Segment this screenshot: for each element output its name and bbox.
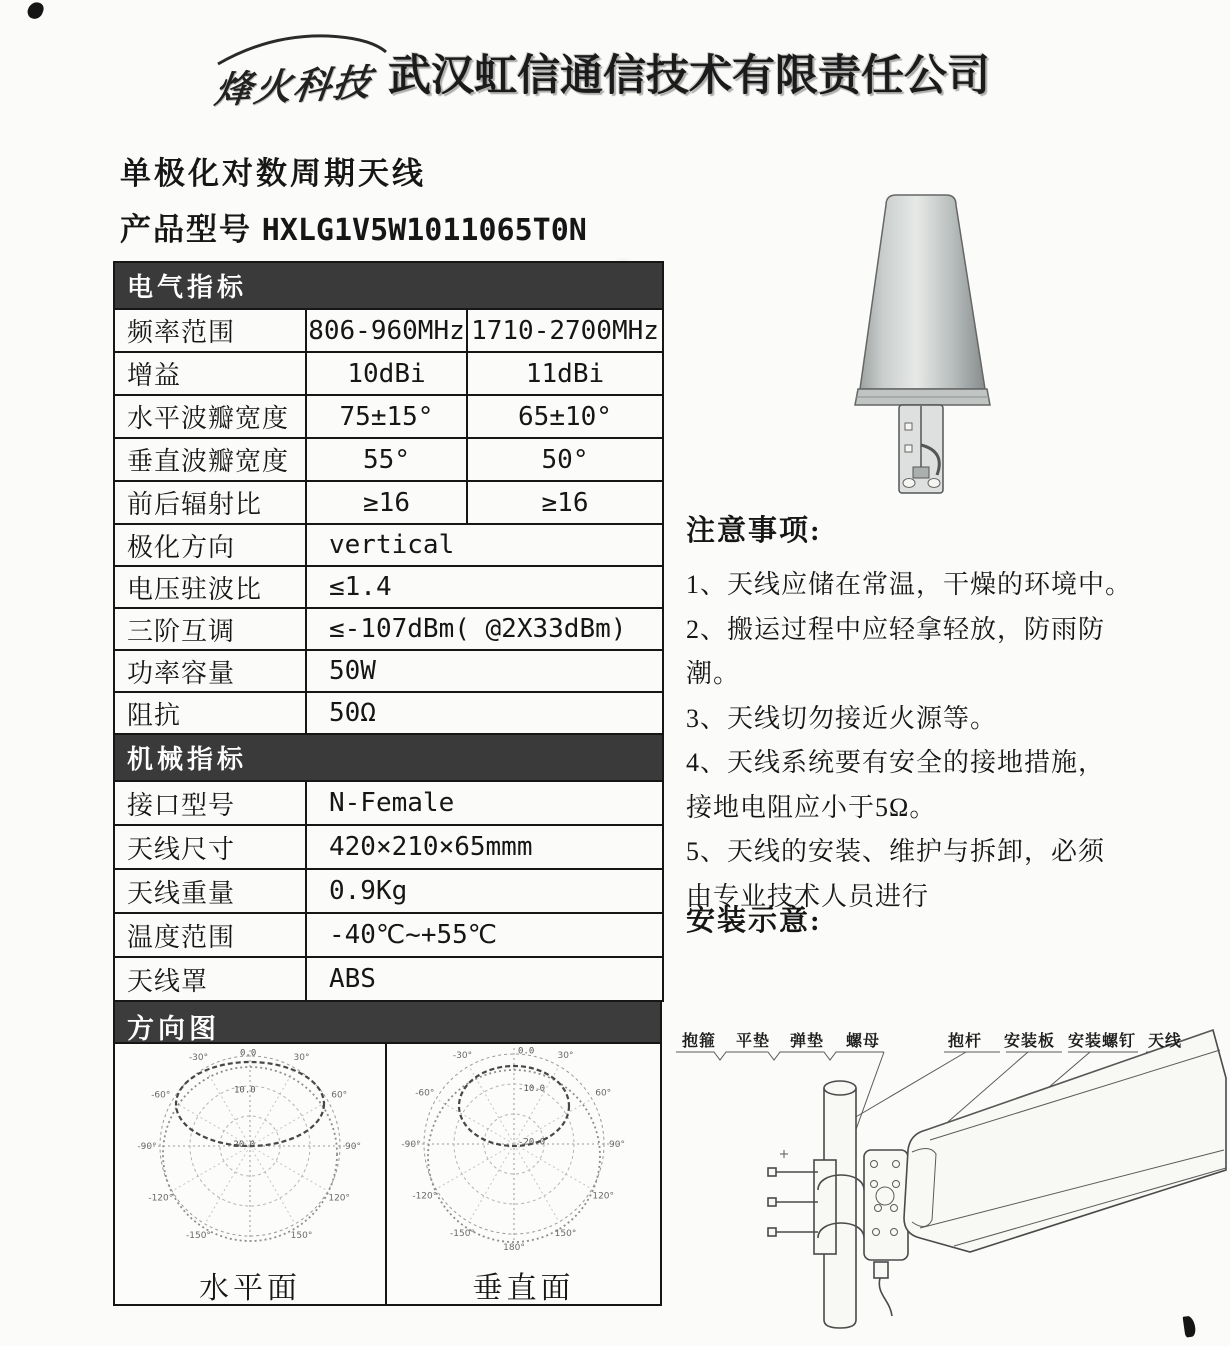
- spec-tables-column: [113, 261, 662, 1306]
- install-section-heading: 安装示意:: [686, 905, 822, 937]
- spec-label: 温度范围: [114, 913, 306, 957]
- spec-label: 频率范围: [114, 309, 306, 352]
- svg-text:90°: 90°: [345, 1142, 361, 1152]
- spec-label: 接口型号: [114, 781, 306, 825]
- plot-caption-vertical: 垂直面: [472, 1272, 575, 1305]
- note-line: 4、天线系统要有安全的接地措施，: [686, 748, 1106, 777]
- svg-text:0.0: 0.0: [240, 1048, 257, 1059]
- spec-value: 65±10°: [467, 395, 663, 438]
- company-name: 武汉虹信通信技术有限责任公司: [388, 52, 990, 100]
- table-row: [114, 650, 663, 692]
- pattern-trace-secondary: [428, 1070, 600, 1242]
- spec-label: 天线重量: [114, 869, 306, 913]
- svg-text:-150°: -150°: [450, 1229, 475, 1240]
- install-label-clamp: 抱箍: [682, 1033, 717, 1050]
- spec-value: N-Female: [306, 781, 663, 825]
- svg-text:-60°: -60°: [151, 1090, 171, 1101]
- spec-value: 50Ω: [306, 692, 663, 734]
- table-row: [114, 309, 663, 352]
- note-line: 2、搬运过程中应轻拿轻放，防雨防: [686, 614, 1106, 644]
- svg-text:-30°: -30°: [452, 1050, 473, 1061]
- spec-value: ≥16: [306, 481, 467, 524]
- svg-text:180°: 180°: [503, 1243, 525, 1253]
- spec-value: ≤1.4: [306, 566, 663, 608]
- notes-section: [686, 508, 1226, 919]
- scan-artifact-top-left: [26, 0, 46, 21]
- spec-value: 420×210×65mmm: [306, 825, 663, 869]
- spec-value: 0.9Kg: [306, 869, 663, 913]
- clamp-bracket: [814, 1160, 836, 1254]
- horizontal-pattern-plot: [113, 1044, 387, 1306]
- svg-text:-60°: -60°: [415, 1088, 435, 1099]
- connector: [913, 467, 929, 478]
- spec-value: ABS: [306, 957, 663, 1001]
- spec-value: 806-960MHz: [306, 309, 467, 352]
- pattern-section-header: 方向图: [113, 1002, 662, 1044]
- svg-text:-30°: -30°: [188, 1052, 209, 1063]
- svg-text:-90°: -90°: [137, 1142, 157, 1152]
- svg-text:-20.0: -20.0: [228, 1140, 256, 1151]
- table-row: [114, 566, 663, 608]
- svg-text:0.0: 0.0: [518, 1046, 535, 1057]
- table-row: [114, 352, 663, 395]
- product-model-line: [120, 204, 587, 249]
- table-row: [114, 957, 663, 1001]
- install-label-flat-washer: 平垫: [736, 1033, 771, 1050]
- install-label-pole: 抱杆: [948, 1033, 983, 1050]
- table-row: [114, 608, 663, 650]
- svg-text:150°: 150°: [554, 1229, 577, 1240]
- spec-label: 功率容量: [114, 650, 306, 692]
- spec-label: 天线尺寸: [114, 825, 306, 869]
- spec-label: 极化方向: [114, 524, 306, 566]
- spec-value: -40℃~+55℃: [306, 913, 663, 957]
- install-label-mount-plate: 安装板: [1004, 1033, 1056, 1050]
- install-label-antenna: 天线: [1148, 1033, 1183, 1050]
- radiation-pattern-plots: [113, 1044, 662, 1306]
- model-label: 产品型号: [120, 212, 252, 247]
- spec-label: 前后辐射比: [114, 481, 306, 524]
- spec-label: 垂直波瓣宽度: [114, 438, 306, 481]
- svg-text:-120°: -120°: [148, 1193, 174, 1204]
- svg-text:120°: 120°: [592, 1191, 615, 1202]
- electrical-section-header: 电气指标: [114, 262, 663, 309]
- spec-label: 三阶互调: [114, 608, 306, 650]
- mechanical-section-header: 机械指标: [114, 734, 663, 781]
- table-row: [114, 913, 663, 957]
- note-line: 潮。: [686, 659, 741, 688]
- plot-caption-horizontal: 水平面: [199, 1272, 301, 1305]
- svg-text:-10.0: -10.0: [518, 1084, 546, 1095]
- spec-value: 50°: [467, 438, 663, 481]
- svg-text:-120°: -120°: [412, 1191, 438, 1202]
- svg-text:120°: 120°: [328, 1193, 351, 1204]
- logo-text: 烽火科技: [212, 59, 375, 113]
- installation-drawing: [668, 1022, 1230, 1346]
- svg-text:30°: 30°: [557, 1050, 574, 1061]
- install-label-spring-washer: 弹垫: [790, 1033, 825, 1050]
- spec-label: 天线罩: [114, 957, 306, 1001]
- polar-chart: [387, 1044, 658, 1258]
- spec-value: 1710-2700MHz: [467, 309, 663, 352]
- spec-value: 10dBi: [306, 352, 467, 395]
- vertical-pattern-plot: [387, 1044, 662, 1306]
- notes-heading: 注意事项:: [686, 515, 822, 547]
- company-logo: [210, 30, 395, 115]
- table-row: [114, 781, 663, 825]
- spec-value: ≤-107dBm( @2X33dBm): [306, 608, 663, 650]
- svg-text:90°: 90°: [609, 1140, 625, 1150]
- antenna-product-drawing: [853, 183, 1003, 508]
- svg-text:-20.0: -20.0: [518, 1137, 546, 1148]
- electrical-header-row: [114, 262, 663, 309]
- table-row: [114, 869, 663, 913]
- note-line: 1、天线应储在常温，干燥的环境中。: [686, 570, 1133, 599]
- spec-value: ≥16: [467, 481, 663, 524]
- spec-label: 阻抗: [114, 692, 306, 734]
- table-row: [114, 481, 663, 524]
- spec-label: 水平波瓣宽度: [114, 395, 306, 438]
- svg-text:150°: 150°: [290, 1231, 313, 1242]
- spec-label: 增益: [114, 352, 306, 395]
- spec-value: vertical: [306, 524, 663, 566]
- spec-value: 50W: [306, 650, 663, 692]
- radome-cone: [860, 195, 985, 389]
- pattern-trace-main-lobe: [176, 1062, 324, 1146]
- spec-label: 电压驻波比: [114, 566, 306, 608]
- note-line: 接地电阻应小于5Ω。: [686, 792, 937, 822]
- table-row: [114, 825, 663, 869]
- table-row: [114, 524, 663, 566]
- note-line: 5、天线的安装、维护与拆卸，必须: [686, 837, 1106, 866]
- svg-text:10.0: 10.0: [234, 1085, 256, 1096]
- spec-value: 55°: [306, 438, 467, 481]
- install-label-mount-screw: 安装螺钉: [1068, 1033, 1137, 1050]
- feed-cable: [879, 1278, 892, 1316]
- svg-text:60°: 60°: [595, 1088, 612, 1099]
- model-value: HXLG1V5W1011065T0N: [261, 213, 587, 248]
- install-label-nut: 螺母: [846, 1033, 881, 1050]
- note-line: 由专业技术人员进行: [686, 881, 930, 911]
- connector: [874, 1262, 888, 1278]
- svg-text:60°: 60°: [331, 1090, 348, 1101]
- table-row: [114, 438, 663, 481]
- table-row: [114, 395, 663, 438]
- table-row: [114, 692, 663, 734]
- spec-value: 75±15°: [306, 395, 467, 438]
- mechanical-header-row: [114, 734, 663, 781]
- svg-text:-150°: -150°: [186, 1231, 211, 1242]
- note-line: 3、天线切勿接近火源等。: [686, 703, 998, 733]
- spec-table: [113, 261, 664, 1002]
- svg-text:30°: 30°: [293, 1052, 310, 1063]
- svg-text:-90°: -90°: [401, 1140, 421, 1150]
- polar-chart: [115, 1044, 385, 1258]
- installation-diagram: [668, 1022, 1230, 1346]
- document-title: 单极化对数周期天线: [120, 156, 426, 191]
- spec-value: 11dBi: [467, 352, 663, 395]
